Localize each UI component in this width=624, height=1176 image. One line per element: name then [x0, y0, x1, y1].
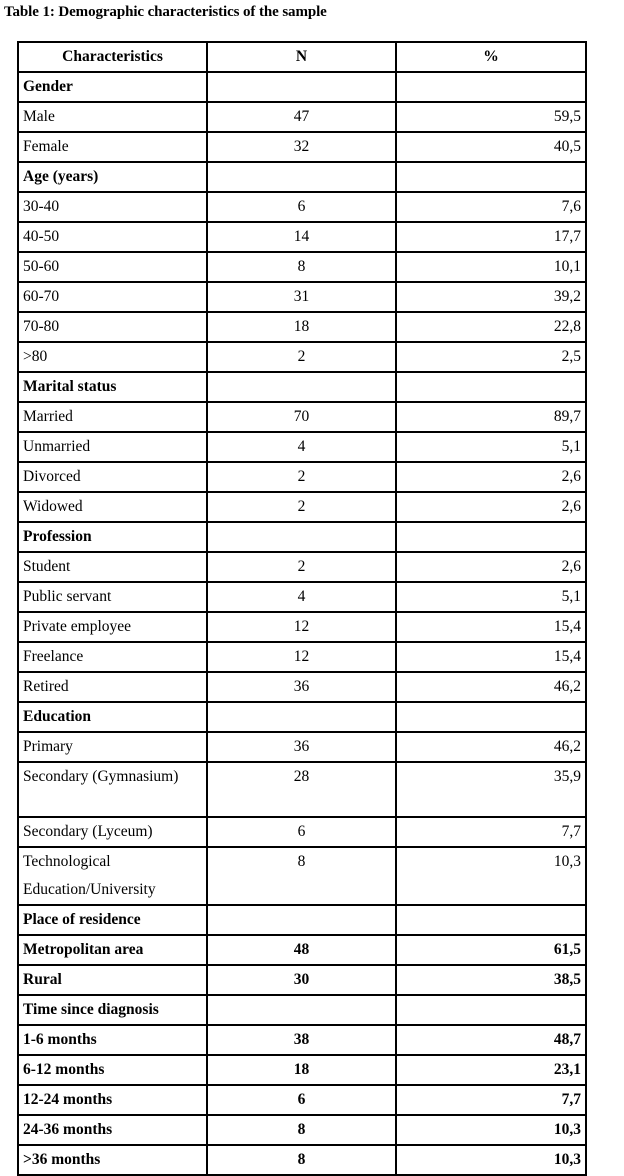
row-percent-value: 38,5: [396, 965, 586, 995]
section-row: [18, 905, 586, 935]
row-label: Retired: [18, 672, 207, 702]
row-percent-value: [396, 162, 586, 192]
row-n-value: 8: [207, 1115, 396, 1145]
row-label: Secondary (Lyceum): [18, 817, 207, 847]
row-label: 1-6 months: [18, 1025, 207, 1055]
row-percent-value: 2,6: [396, 462, 586, 492]
row-percent-value: 23,1: [396, 1055, 586, 1085]
row-n-value: 2: [207, 342, 396, 372]
row-label: Secondary (Gymnasium): [18, 762, 207, 817]
row-percent-value: 5,1: [396, 432, 586, 462]
row-percent-value: 2,6: [396, 492, 586, 522]
table-caption: Table 1: Demographic characteristics of the sample: [4, 4, 327, 20]
table-row: [18, 342, 586, 372]
row-label: 24-36 months: [18, 1115, 207, 1145]
row-label: Time since diagnosis: [18, 995, 207, 1025]
row-percent-value: 7,7: [396, 1085, 586, 1115]
row-n-value: 4: [207, 432, 396, 462]
table-row: [18, 847, 586, 905]
row-percent-value: 46,2: [396, 732, 586, 762]
row-label: Male: [18, 102, 207, 132]
row-n-value: 36: [207, 672, 396, 702]
row-label: Metropolitan area: [18, 935, 207, 965]
section-row: [18, 522, 586, 552]
table-row: [18, 1085, 586, 1115]
demographics-table: [17, 41, 587, 1176]
row-n-value: 2: [207, 462, 396, 492]
row-n-value: 70: [207, 402, 396, 432]
row-n-value: 12: [207, 642, 396, 672]
row-n-value: [207, 72, 396, 102]
row-percent-value: 35,9: [396, 762, 586, 817]
row-percent-value: 48,7: [396, 1025, 586, 1055]
table-row: [18, 732, 586, 762]
row-n-value: [207, 522, 396, 552]
row-label: Marital status: [18, 372, 207, 402]
row-n-value: 31: [207, 282, 396, 312]
row-label: Public servant: [18, 582, 207, 612]
row-n-value: 4: [207, 582, 396, 612]
header-characteristics: Characteristics: [18, 42, 207, 72]
row-label: 12-24 months: [18, 1085, 207, 1115]
row-label: 30-40: [18, 192, 207, 222]
row-percent-value: [396, 72, 586, 102]
table-row: [18, 492, 586, 522]
row-percent-value: 40,5: [396, 132, 586, 162]
row-label: Student: [18, 552, 207, 582]
row-n-value: 18: [207, 1055, 396, 1085]
row-n-value: 8: [207, 847, 396, 905]
section-row: [18, 995, 586, 1025]
table-row: [18, 312, 586, 342]
table-row: [18, 762, 586, 817]
row-percent-value: 89,7: [396, 402, 586, 432]
table-row: [18, 282, 586, 312]
row-n-value: 2: [207, 552, 396, 582]
table-row: [18, 1145, 586, 1175]
row-label: Place of residence: [18, 905, 207, 935]
row-label: >36 months: [18, 1145, 207, 1175]
section-row: [18, 72, 586, 102]
row-label: 40-50: [18, 222, 207, 252]
table-row: [18, 935, 586, 965]
row-percent-value: 46,2: [396, 672, 586, 702]
row-percent-value: 7,6: [396, 192, 586, 222]
row-label: Age (years): [18, 162, 207, 192]
row-label: 60-70: [18, 282, 207, 312]
row-label: 6-12 months: [18, 1055, 207, 1085]
header-row: [18, 42, 586, 72]
row-label: 50-60: [18, 252, 207, 282]
table-row: [18, 132, 586, 162]
row-percent-value: 59,5: [396, 102, 586, 132]
row-label: Unmarried: [18, 432, 207, 462]
row-percent-value: 10,3: [396, 1115, 586, 1145]
row-label: Gender: [18, 72, 207, 102]
row-percent-value: 5,1: [396, 582, 586, 612]
row-percent-value: 17,7: [396, 222, 586, 252]
row-n-value: 6: [207, 192, 396, 222]
table-body: [18, 72, 586, 1175]
row-label: >80: [18, 342, 207, 372]
row-percent-value: 15,4: [396, 612, 586, 642]
row-percent-value: 15,4: [396, 642, 586, 672]
row-n-value: 48: [207, 935, 396, 965]
row-n-value: [207, 372, 396, 402]
row-percent-value: 7,7: [396, 817, 586, 847]
table-row: [18, 817, 586, 847]
row-label: Divorced: [18, 462, 207, 492]
row-label: Married: [18, 402, 207, 432]
row-label: Primary: [18, 732, 207, 762]
row-percent-value: 39,2: [396, 282, 586, 312]
row-percent-value: 61,5: [396, 935, 586, 965]
row-label: Education: [18, 702, 207, 732]
table-row: [18, 642, 586, 672]
row-percent-value: [396, 522, 586, 552]
table-row: [18, 582, 586, 612]
table-row: [18, 672, 586, 702]
row-label: Technological Education/University: [18, 847, 207, 905]
row-percent-value: [396, 372, 586, 402]
row-percent-value: 2,6: [396, 552, 586, 582]
table-row: [18, 552, 586, 582]
row-percent-value: [396, 995, 586, 1025]
row-label: Private employee: [18, 612, 207, 642]
row-n-value: 28: [207, 762, 396, 817]
header-n: N: [207, 42, 396, 72]
row-percent-value: [396, 905, 586, 935]
row-percent-value: [396, 702, 586, 732]
row-percent-value: 22,8: [396, 312, 586, 342]
row-n-value: 18: [207, 312, 396, 342]
row-n-value: 6: [207, 1085, 396, 1115]
row-label: Widowed: [18, 492, 207, 522]
table-row: [18, 612, 586, 642]
table-row: [18, 965, 586, 995]
table-row: [18, 1115, 586, 1145]
row-n-value: 32: [207, 132, 396, 162]
table-row: [18, 252, 586, 282]
row-percent-value: 10,3: [396, 1145, 586, 1175]
row-percent-value: 10,1: [396, 252, 586, 282]
row-label: Freelance: [18, 642, 207, 672]
row-n-value: 38: [207, 1025, 396, 1055]
table-row: [18, 462, 586, 492]
row-n-value: [207, 162, 396, 192]
row-n-value: 12: [207, 612, 396, 642]
table-row: [18, 102, 586, 132]
header-percent: %: [396, 42, 586, 72]
row-percent-value: 2,5: [396, 342, 586, 372]
table-row: [18, 402, 586, 432]
table-row: [18, 432, 586, 462]
row-n-value: 36: [207, 732, 396, 762]
row-percent-value: 10,3: [396, 847, 586, 905]
row-n-value: [207, 995, 396, 1025]
row-n-value: 47: [207, 102, 396, 132]
row-n-value: [207, 702, 396, 732]
row-label: Female: [18, 132, 207, 162]
row-label: 70-80: [18, 312, 207, 342]
row-n-value: 6: [207, 817, 396, 847]
section-row: [18, 162, 586, 192]
row-n-value: 8: [207, 1145, 396, 1175]
row-n-value: 2: [207, 492, 396, 522]
row-label: Rural: [18, 965, 207, 995]
table-row: [18, 1055, 586, 1085]
row-n-value: 30: [207, 965, 396, 995]
row-label: Profession: [18, 522, 207, 552]
section-row: [18, 702, 586, 732]
row-n-value: 14: [207, 222, 396, 252]
table-row: [18, 192, 586, 222]
table-row: [18, 222, 586, 252]
table-row: [18, 1025, 586, 1055]
row-n-value: [207, 905, 396, 935]
row-n-value: 8: [207, 252, 396, 282]
section-row: [18, 372, 586, 402]
